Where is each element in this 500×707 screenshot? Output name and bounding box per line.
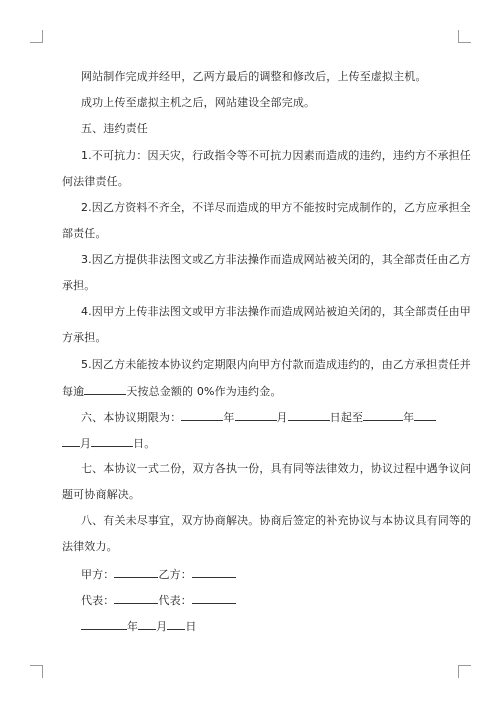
clause-1-line-1: 1.不可抗力：因天灾，行政指令等不可抗力因素而造成的违约，违约方不承担任 xyxy=(81,149,471,162)
rep-b-blank[interactable] xyxy=(192,593,236,604)
term-line-2 xyxy=(62,436,155,451)
copies-line-1: 七、本协议一式二份，双方各执一份，具有同等法律效力，协议过程中遇争议问 xyxy=(81,462,472,475)
penalty-prefix: 每逾 xyxy=(62,385,85,398)
term-end-day-blank[interactable] xyxy=(91,436,133,447)
clause-2-line-2: 部责任。 xyxy=(62,227,107,240)
term-month-2: 月 xyxy=(80,437,92,450)
signature-date xyxy=(81,619,196,634)
term-end-month-blank[interactable] xyxy=(62,436,80,447)
corner-mark-top-left xyxy=(30,30,43,43)
term-line-1 xyxy=(81,410,436,425)
clause-2-line-1: 2.因乙方资料不齐全，不详尽而造成的甲方不能按时完成制作的，乙方应承担全 xyxy=(81,201,471,214)
penalty-suffix: 天按总金额的 0%作为违约金。 xyxy=(126,385,282,398)
clause-5-line-1: 5.因乙方未能按本协议约定期限内向甲方付款而造成违约的，由乙方承担责任并 xyxy=(81,358,471,371)
sign-year-blank[interactable] xyxy=(81,619,127,630)
supplement-line-2: 法律效力。 xyxy=(62,540,118,553)
party-b-blank[interactable] xyxy=(192,567,236,578)
section-heading-breach: 五、违约责任 xyxy=(81,122,148,135)
corner-mark-bottom-right xyxy=(458,665,471,678)
term-month-1: 月 xyxy=(276,411,288,424)
signature-parties xyxy=(81,567,236,582)
copies-line-2: 题可协商解决。 xyxy=(62,488,141,501)
signature-representatives xyxy=(81,593,236,608)
party-b-label: 乙方： xyxy=(158,568,192,581)
sign-day-blank[interactable] xyxy=(167,619,185,630)
clause-3-line-2: 承担。 xyxy=(62,279,96,292)
term-prefix: 六、本协议期限为： xyxy=(81,411,182,424)
corner-mark-bottom-left xyxy=(30,665,43,678)
term-start-day-blank[interactable] xyxy=(288,410,330,421)
paragraph-complete: 成功上传至虚拟主机之后，网站建设全部完成。 xyxy=(81,96,316,109)
clause-5-line-2 xyxy=(62,384,282,399)
paragraph-upload: 网站制作完成并经甲，乙两方最后的调整和修改后，上传至虚拟主机。 xyxy=(81,70,427,83)
party-a-label: 甲方： xyxy=(81,568,115,581)
rep-a-blank[interactable] xyxy=(114,593,158,604)
rep-b-label: 代表： xyxy=(158,594,192,607)
term-year-2: 年 xyxy=(403,411,415,424)
term-start-month-blank[interactable] xyxy=(235,410,277,421)
sign-year-label: 年 xyxy=(127,620,139,633)
corner-mark-top-right xyxy=(458,30,471,43)
supplement-line-1: 八、有关未尽事宜，双方协商解决。协商后签定的补充协议与本协议具有同等的 xyxy=(81,514,472,527)
sign-month-label: 月 xyxy=(156,620,168,633)
clause-4-line-2: 方承担。 xyxy=(62,331,107,344)
term-end-year-blank-tail[interactable] xyxy=(414,410,436,421)
sign-day-label: 日 xyxy=(185,620,197,633)
clause-1-line-2: 何法律责任。 xyxy=(62,175,129,188)
term-year-1: 年 xyxy=(223,411,235,424)
rep-a-label: 代表： xyxy=(81,594,115,607)
clause-4-line-1: 4.因甲方上传非法图文或甲方非法操作而造成网站被迫关闭的，其全部责任由甲 xyxy=(81,305,471,318)
penalty-days-blank[interactable] xyxy=(84,384,126,395)
party-a-blank[interactable] xyxy=(114,567,158,578)
clause-3-line-1: 3.因乙方提供非法图文或乙方非法操作而造成网站被关闭的，其全部责任由乙方 xyxy=(81,253,471,266)
term-end: 日。 xyxy=(133,437,156,450)
term-start-year-blank[interactable] xyxy=(181,410,223,421)
term-day-1: 日起至 xyxy=(329,411,364,424)
term-end-year-blank[interactable] xyxy=(363,410,403,421)
sign-month-blank[interactable] xyxy=(138,619,156,630)
